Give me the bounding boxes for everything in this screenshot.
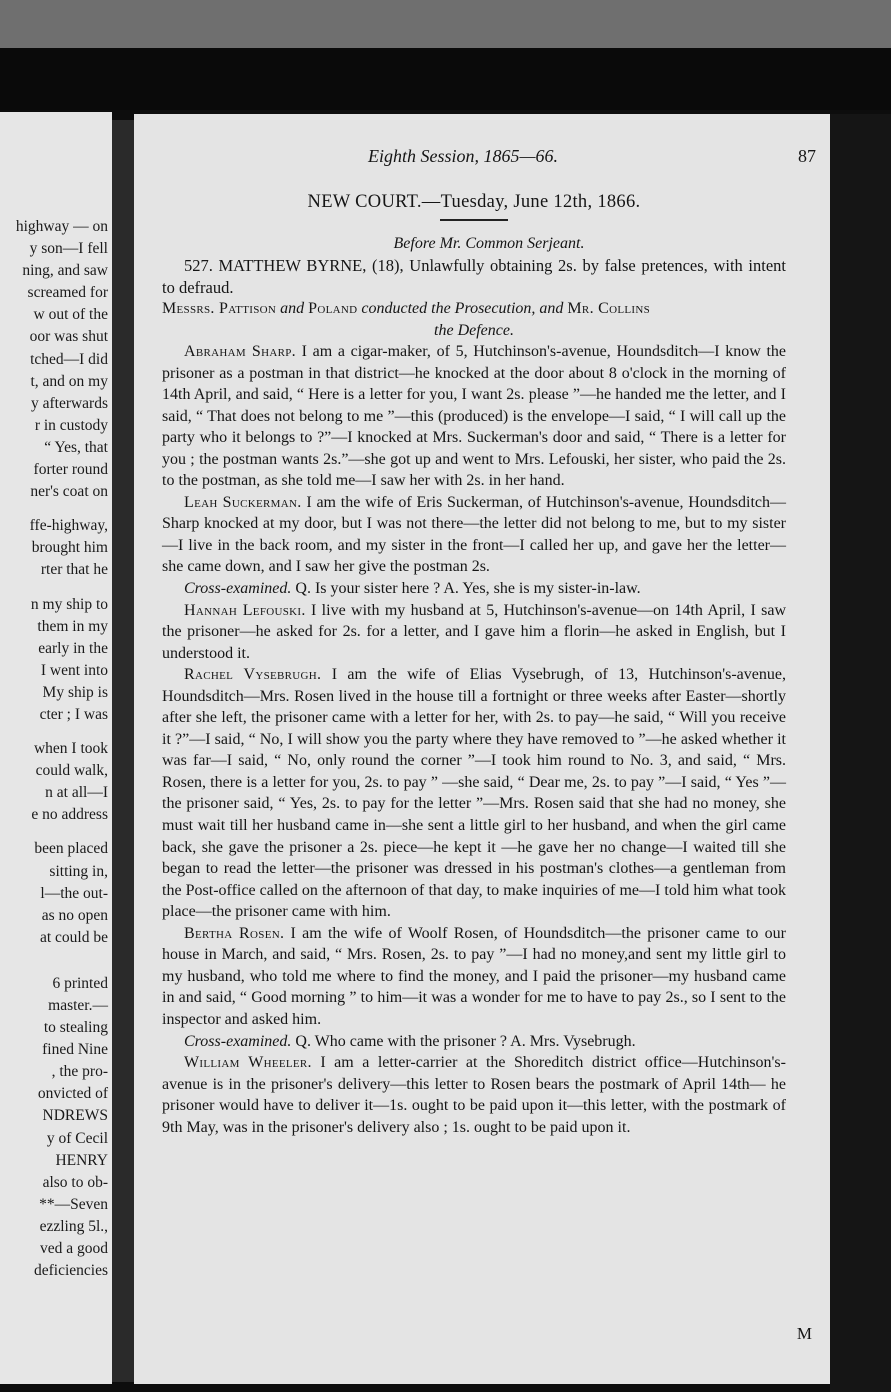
facing-page-line: been placed	[34, 840, 108, 858]
facing-page-line: I went into	[40, 661, 108, 679]
facing-page-line: when I took	[33, 740, 108, 758]
facing-page-fragment	[0, 112, 112, 1384]
testimony-section	[162, 341, 786, 1138]
facing-page-line: NDREWS	[42, 1107, 108, 1125]
speaker-name: Hannah Lefouski.	[184, 601, 306, 619]
facing-page-line: fined Nine	[42, 1041, 108, 1059]
facing-page-line	[16, 726, 108, 738]
facing-page-line: e no address	[31, 806, 108, 824]
facing-page-line: at could be	[39, 928, 108, 946]
facing-page-line: early in the	[38, 639, 108, 657]
speaker-name: Leah Suckerman.	[184, 493, 302, 511]
court-title: NEW COURT.—Tuesday, June 12th, 1866.	[307, 192, 641, 212]
facing-page-lines	[16, 216, 108, 1282]
scan-top-band	[0, 0, 891, 60]
facing-page-line: y son—I fell	[29, 240, 108, 258]
facing-page-line: ning, and saw	[22, 262, 108, 280]
facing-page-line: w out of the	[33, 306, 108, 324]
facing-page-line: y of Cecil	[46, 1129, 108, 1147]
counsel-line	[162, 298, 786, 320]
facing-page-line: ezzling 5l.,	[39, 1217, 108, 1235]
testimony-paragraph	[162, 664, 786, 923]
facing-page-line: “ Yes, that	[44, 438, 108, 456]
testimony-paragraph	[162, 341, 786, 492]
counsel-name: Messrs. Pattison	[162, 300, 277, 317]
facing-page-line: screamed for	[27, 284, 108, 302]
facing-page-line: master.—	[48, 997, 108, 1014]
testimony-text: I am a letter-carrier at the Shoreditch district office—Hutchinson's-avenue is in the prisoner's delivery—this letter to Rosen bears the postmark of April 14th— he prisoner would have to deliver it—1s. ought to be paid upon it—this letter, with the postmark of 9th May, was in the prisoner's delivery also ; 1s. ought to be paid upon it.	[162, 1054, 786, 1136]
scan-right-edge	[830, 114, 891, 1392]
facing-page-line	[16, 961, 108, 973]
testimony-paragraph	[162, 1031, 786, 1053]
facing-page-line	[16, 582, 108, 594]
facing-page-line: 6 printed	[52, 974, 108, 992]
title-rule	[440, 219, 508, 221]
testimony-text: I am a cigar-maker, of 5, Hutchinson's-avenue, Houndsditch—I know the prisoner as a postman in that district—he knocked at the door about 8 o'clock in the morning of 14th April, and said, “ Here is a letter for you, I want 2s. please ”—he handed me the letter, and I said, “ That does not belong to me ”—this (produced) is the envelope—I said, “ I will call up the party who it belongs to ?”—I knocked at Mrs. Suckerman's door and said, “ There is a letter for you ; the postman wants 2s.”—she got up and went to Mrs. Lefouski, her sister, who paid the 2s. to the postman, as she told me—I saw her with 2s. in her hand.	[162, 343, 786, 490]
facing-page-line: sitting in,	[49, 862, 108, 880]
speaker-name: Bertha Rosen.	[184, 924, 285, 942]
facing-page-line: oor was shut	[29, 328, 108, 346]
facing-page-line: ner's coat on	[30, 483, 108, 501]
facing-page-line: them in my	[37, 617, 108, 635]
speaker-name: Rachel Vysebrugh.	[184, 666, 322, 684]
counsel-name: Poland	[308, 300, 358, 317]
speaker-name: Cross-examined.	[184, 580, 292, 598]
facing-page-line: as no open	[41, 906, 108, 924]
facing-page-line	[16, 949, 108, 961]
facing-page-line: onvicted of	[37, 1085, 108, 1103]
facing-page-line: also to ob-	[42, 1173, 108, 1191]
catchword: M	[796, 1324, 812, 1343]
testimony-text: Q. Is your sister here ? A. Yes, she is my sister-in-law.	[291, 580, 641, 598]
facing-page-line: t, and on my	[30, 372, 108, 390]
testimony-paragraph	[162, 600, 786, 665]
facing-page-line	[16, 503, 108, 515]
counsel-defence: the Defence.	[434, 321, 514, 339]
running-title: Eighth Session, 1865—66.	[368, 146, 559, 166]
facing-page-line: forter round	[33, 461, 108, 479]
testimony-text: I am the wife of Woolf Rosen, of Houndsditch—the prisoner came to our house in March, and said, “ Mrs. Rosen, 2s. to pay ”—I had no money,and sent my little girl to my husband, who told me where to find the money, and I paid the prisoner—my husband came in and said, “ Good morning ” to him—it was a wonder for me to have to pay 2s., so I sent to the inspector and asked him.	[162, 924, 786, 1028]
testimony-text: I live with my husband at 5, Hutchinson's-avenue—on 14th April, I saw the prisoner—he asked for 2s. for a letter, and I gave him a florin—he asked in English, but I understood it.	[162, 601, 787, 662]
facing-page-line: y afterwards	[30, 394, 108, 412]
speaker-name: Cross-examined.	[184, 1032, 292, 1050]
testimony-paragraph	[162, 923, 786, 1031]
facing-page-line: rter that he	[40, 561, 108, 579]
facing-page-line: cter ; I was	[39, 705, 108, 723]
facing-page-line: My ship is	[42, 683, 108, 701]
speaker-name: William Wheeler.	[184, 1054, 312, 1072]
facing-page-line: **—Seven	[39, 1195, 108, 1213]
testimony-paragraph	[162, 1052, 786, 1138]
testimony-paragraph	[162, 578, 786, 600]
testimony-text: I am the wife of Elias Vysebrugh, of 13, Hutchinson's-avenue, Houndsditch—Mrs. Rosen lived in the house till a fortnight or three weeks after Easter—shortly after she left, the prisoner came with a letter for her, with 2s. to pay—he said, “ Will you receive it ?”—I said, “ No, I will show you the party where they have removed to ”—he asked whether it was far—I said, “ No, only round the corner ”—I took him round to No. 3, and said, “ Mrs. Rosen, there is a letter for you, 2s. to pay ” —she said, “ Dear me, 2s. to pay ”—I said, “ Yes ”—the prisoner said, “ Yes, 2s. to pay for the letter ”—Mrs. Rosen said that she had no money, she must wait till her husband came in—she sent a little girl to her husband, and when the girl came back, she gave the prisoner a 2s. piece—he kept it —he gave her no change—I waited till she began to read the letter—the prisoner was dressed in his postman's clothes—a gentleman from the Post-office called on the afternoon of that day, to make inquiries of me—I told him what took place—the prisoner came with him.	[162, 666, 786, 921]
page-content	[162, 146, 816, 1138]
facing-page-line: HENRY	[55, 1151, 108, 1169]
facing-page-line: could walk,	[35, 762, 108, 780]
page-number: 87	[798, 146, 816, 166]
facing-page-line: deficiencies	[33, 1262, 108, 1280]
facing-page-line: highway — on	[15, 218, 108, 235]
testimony-paragraph	[162, 492, 786, 578]
facing-page-line: r in custody	[34, 416, 108, 434]
facing-page-line: to stealing	[43, 1019, 108, 1037]
facing-page-line: brought him	[31, 539, 108, 557]
before-judge: Before Mr. Common Serjeant.	[393, 235, 585, 252]
testimony-text: Q. Who came with the prisoner ? A. Mrs. Vysebrugh.	[291, 1032, 636, 1050]
facing-page-line: l—the out-	[40, 884, 108, 902]
facing-page-line: , the pro-	[51, 1063, 108, 1081]
facing-page-line: n at all—I	[45, 784, 108, 802]
facing-page-line: n my ship to	[30, 595, 108, 613]
running-header	[162, 146, 816, 172]
counsel-role: conducted the Prosecution, and	[357, 300, 568, 317]
facing-page-line: ved a good	[39, 1240, 108, 1258]
testimony-text: I am the wife of Eris Suckerman, of Hutchinson's-avenue, Houndsditch—Sharp knocked at my door, but I was not there—the letter did not belong to me, but to my sister—I live in the back room, and my sister in the front—I called her up, and gave her the letter—she came down, and I saw her give the postman 2s.	[162, 493, 787, 576]
facing-page-line: ffe-highway,	[29, 517, 108, 535]
speaker-name: Abraham Sharp.	[184, 343, 296, 360]
book-gutter	[112, 120, 134, 1382]
case-heading: 527. MATTHEW BYRNE, (18), Unlawfully obtaining 2s. by false pretences, with intent to defraud.	[162, 256, 786, 297]
counsel-name: Mr. Collins	[567, 300, 651, 317]
facing-page-line: tched—I did	[30, 350, 108, 368]
book-page	[134, 114, 830, 1384]
counsel-joiner: and	[276, 300, 309, 317]
facing-page-line	[16, 826, 108, 838]
